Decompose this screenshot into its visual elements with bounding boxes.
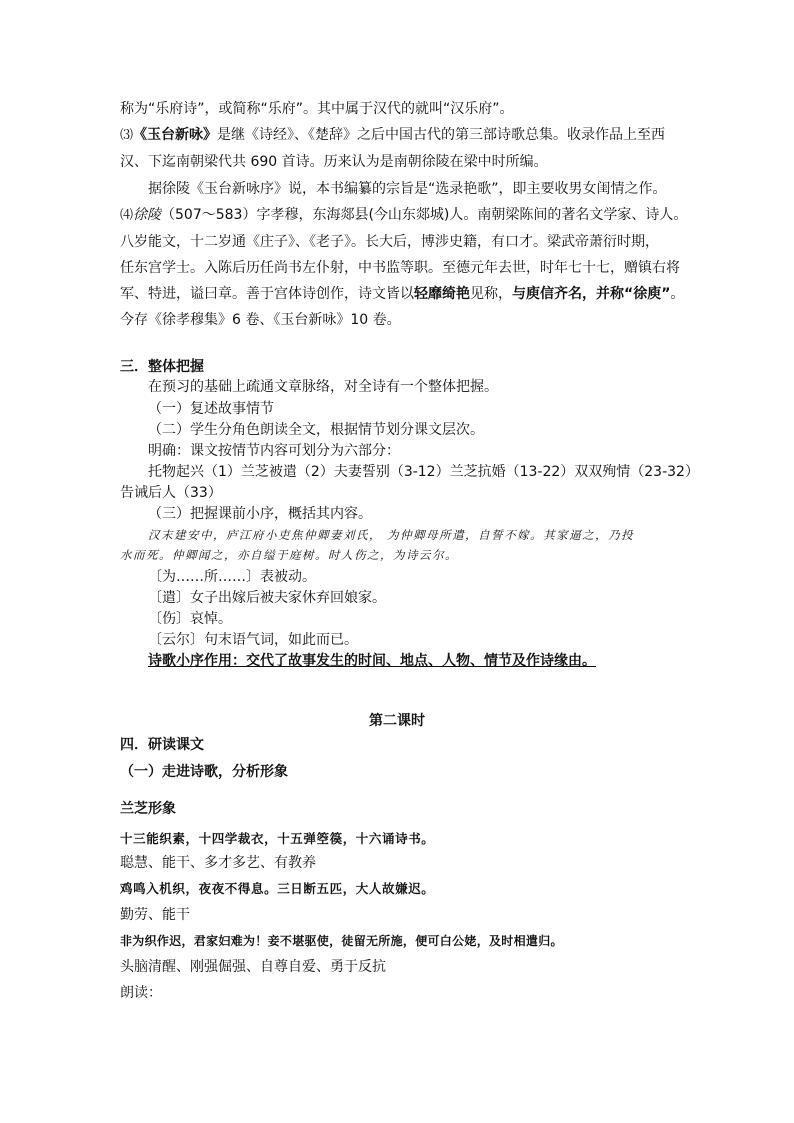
step-2: （二）学生分角色朗读全文，根据情节划分课文层次。 [148, 422, 484, 438]
trait-2: 勤劳、能干 [120, 907, 190, 923]
read-aloud-label: 朗读： [120, 985, 162, 1001]
style-emphasis: 轻靡绮艳 [414, 286, 470, 302]
note-line-7: 任东宫学士。入陈后历任尚书左仆射，中书监等职。至德元年去世，时年七十七，赠镇右将 [120, 260, 680, 276]
step-1: （一）复述故事情节 [148, 401, 274, 417]
step-3: （三）把握课前小序，概括其内容。 [148, 506, 372, 522]
note-line-4: 据徐陵《玉台新咏序》说，本书编纂的宗旨是“选录艳歌”，即主要收男女闺情之作。 [148, 181, 667, 197]
preface-line-1: 汉末建安中，庐江府小吏焦仲卿妻刘氏， 为仲卿母所遣，自誓不嫁。其家逼之，乃投 [148, 528, 635, 542]
trait-1: 聪慧、能干、多才多艺、有教养 [120, 855, 316, 871]
note-text: 见称， [470, 286, 512, 302]
note-line-5 [120, 206, 687, 225]
trait-3: 头脑清醒、刚强倔强、自尊自爱、勇于反抗 [120, 959, 386, 975]
gloss-3: 〔伤〕哀悼。 [148, 611, 232, 627]
preface-function: 诗歌小序作用：交代了故事发生的时间、地点、人物、情节及作诗缘由。 [148, 653, 596, 669]
section3-intro: 在预习的基础上疏通文章脉络，对全诗有一个整体把握。 [148, 379, 498, 395]
fame-emphasis: 与庾信齐名，并称“徐庾” [512, 286, 671, 302]
note-number: ⑶ [120, 128, 134, 143]
parts-line-2: 告诫后人（33） [120, 485, 222, 501]
author-name: 徐陵 [133, 207, 162, 223]
subsection-heading: （一）走进诗歌，分析形象 [120, 764, 288, 780]
section3-heading: 三．整体把握 [120, 359, 204, 375]
note-line-1: 称为“乐府诗”，或简称“乐府”。其中属于汉代的就叫“汉乐府”。 [120, 101, 514, 117]
note-line-2 [120, 126, 665, 145]
poem-quote-2: 鸡鸣入机织，夜夜不得息。三日断五匹，大人故嫌迟。 [120, 881, 435, 896]
note-number: ⑷ [120, 208, 134, 223]
gloss-4: 〔云尔〕句末语气词，如此而已。 [148, 632, 358, 648]
character-heading: 兰芝形象 [120, 801, 176, 817]
poem-quote-3: 非为织作迟，君家妇难为！妾不堪驱使，徒留无所施，便可白公姥，及时相遣归。 [120, 934, 563, 948]
note-text: 。 [670, 286, 685, 302]
note-text: 军、特进，谥曰章。善于宫体诗创作，诗文皆以 [120, 286, 414, 302]
lesson2-title: 第二课时 [369, 713, 425, 729]
preface-line-2: 水而死。仲卿闻之，亦自缢于庭树。时人伤之，为诗云尔。 [120, 548, 458, 562]
note-text: 是继《诗经》、《楚辞》之后中国古代的第三部诗歌总集。收录作品上至西 [217, 127, 666, 143]
parts-line-1: 托物起兴（1）兰芝被遣（2）夫妻誓别（3-12）兰芝抗婚（13-22）双双殉情（23-32） [148, 464, 699, 480]
gloss-1: 〔为……所……〕表被动。 [148, 569, 316, 585]
note-line-3: 汉、下迄南朝梁代共 690 首诗。历来认为是南朝徐陵在梁中时所编。 [120, 154, 548, 170]
poem-quote-1: 十三能织素，十四学裁衣，十五弹箜篌，十六诵诗书。 [120, 831, 435, 846]
clarify-label: 明确：课文按情节内容可划分为六部分： [148, 443, 400, 459]
gloss-2: 〔遣〕女子出嫁后被夫家休弃回娘家。 [148, 590, 386, 606]
note-text: （507～583）字孝穆，东海郯县(今山东郯城)人。南朝梁陈间的著名文学家、诗人。 [161, 207, 688, 223]
section4-heading: 四．研读课文 [120, 737, 204, 753]
book-title: 《玉台新咏》 [133, 127, 218, 143]
note-line-6: 八岁能文，十二岁通《庄子》、《老子》。长大后，博涉史籍，有口才。梁武帝萧衍时期， [120, 234, 659, 250]
note-line-9: 今存《徐孝穆集》6 卷、《玉台新咏》10 卷。 [120, 312, 401, 328]
note-line-8 [120, 285, 684, 303]
